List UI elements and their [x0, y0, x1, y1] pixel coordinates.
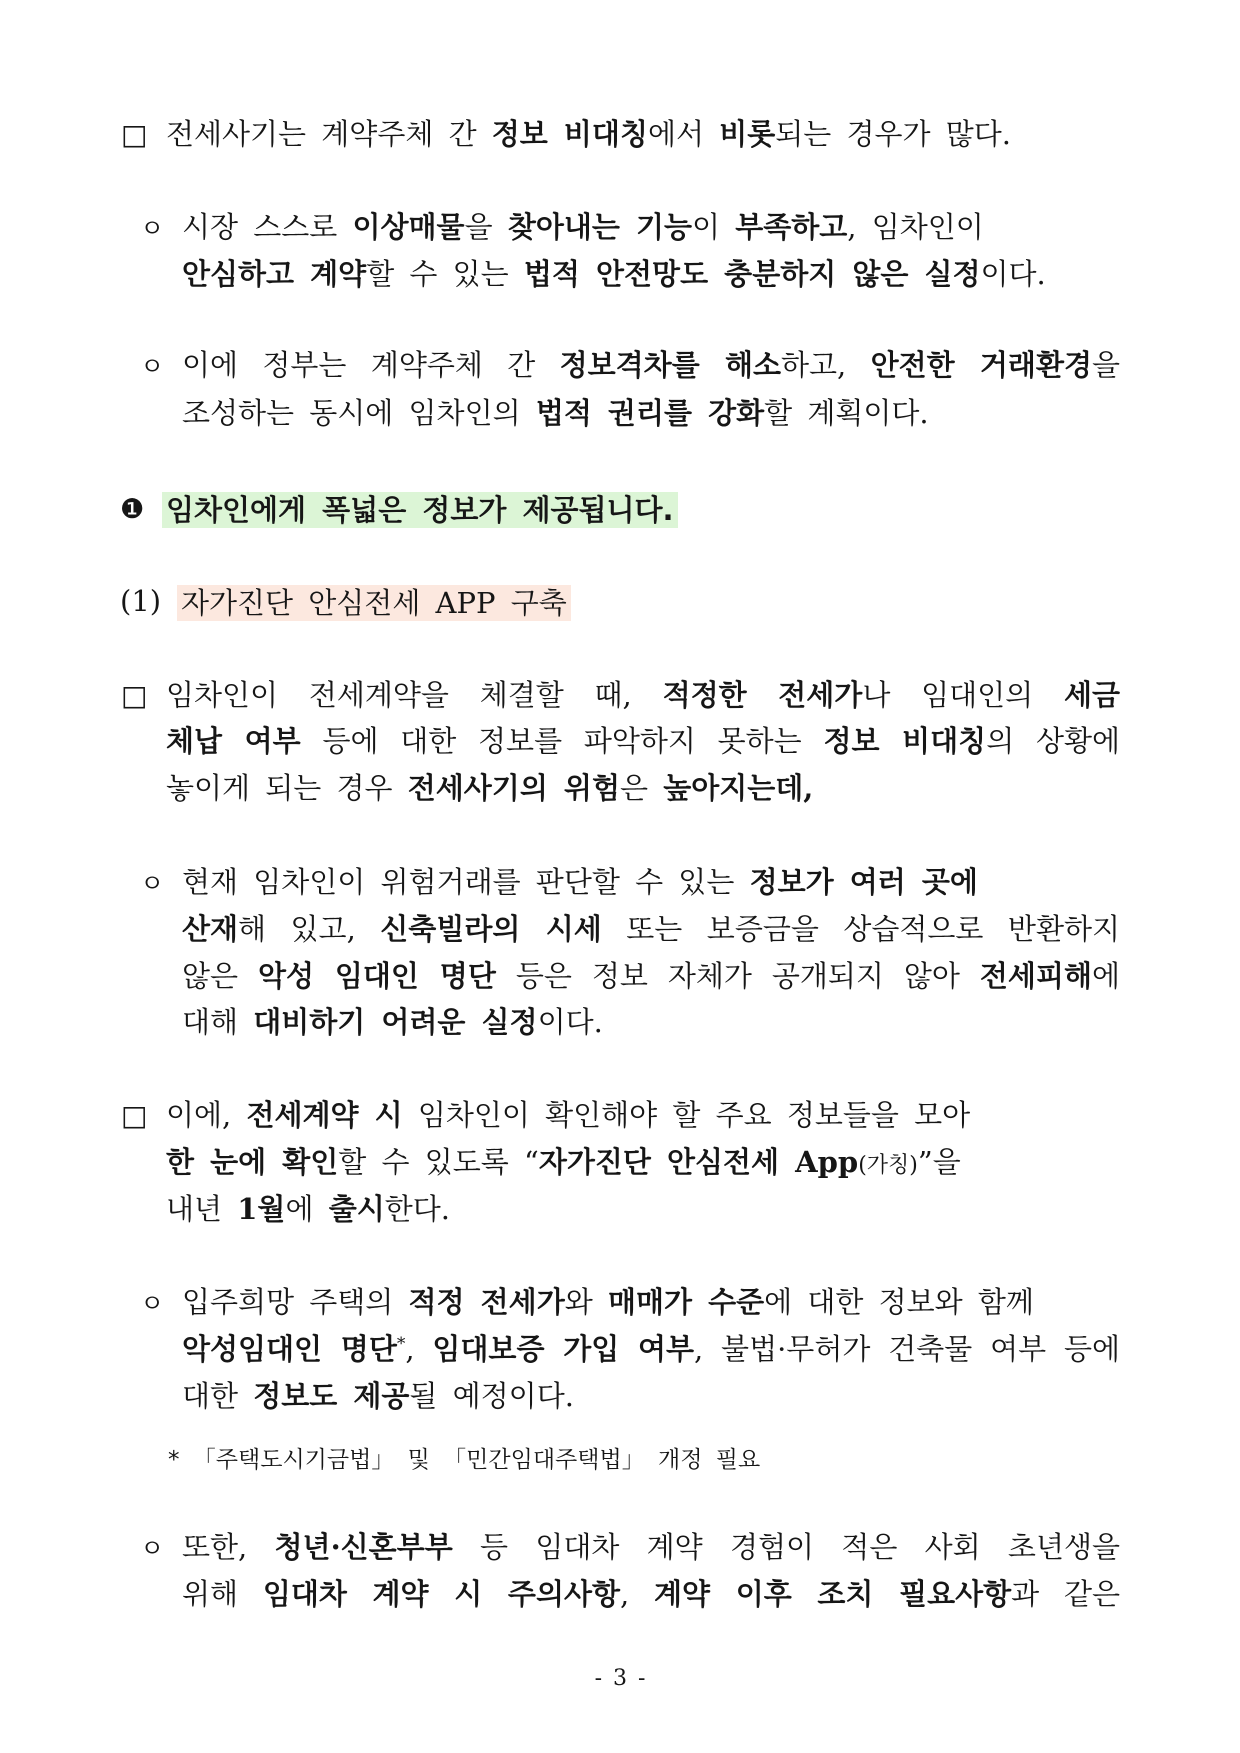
para3a-line3	[182, 1376, 1120, 1416]
text-run: 하고,	[781, 348, 871, 382]
bold-text-run: 신축빌라의 시세	[380, 912, 602, 946]
text-run: 을	[1091, 348, 1120, 382]
bold-text-run: 체납 여부	[166, 724, 301, 758]
bold-text-run: 악성임대인 명단	[182, 1332, 397, 1366]
bold-text-run: 정보격차를 해소	[559, 348, 781, 382]
bold-text-run: 높아지는데,	[663, 771, 814, 805]
bold-text-run: 법적 권리를 강화	[535, 396, 765, 430]
bold-text-run: 전세피해	[979, 959, 1092, 993]
bold-text-run: 이상매물	[352, 210, 465, 244]
text-run: 할 계획이다.	[764, 396, 929, 430]
text-run: 을	[464, 210, 508, 244]
text-run: 할 수 있도록 “	[338, 1145, 539, 1179]
text-run: 등에 대한 정보를 파악하지 못하는	[300, 724, 824, 758]
heading-highlight: 임차인에게 폭넓은 정보가 제공됩니다.	[162, 492, 678, 528]
text-run: 전세사기는 계약주체 간	[166, 117, 492, 151]
bold-text-run: 법적 안전망도 충분하지 않은 실정	[523, 257, 981, 291]
para3b-line2	[182, 1574, 1120, 1614]
text-run: 와	[564, 1285, 608, 1319]
bold-text-run: 임대차 계약 시 주의사항	[262, 1577, 620, 1611]
text-run: 될 예정이다.	[409, 1379, 574, 1413]
text-run: 에 대한 정보와 함께	[764, 1285, 1034, 1319]
text-run: 이다.	[537, 1005, 603, 1039]
bold-text-run: 세금	[1063, 678, 1120, 712]
subsection-heading	[120, 581, 1120, 621]
bold-text-run: 자가진단 안심전세 App	[538, 1145, 859, 1179]
para1a-line2	[182, 254, 1120, 294]
text-run: 과 같은	[1011, 1577, 1120, 1611]
circle-bullet-icon: ㅇ	[140, 1289, 165, 1318]
bold-text-run: 계약 이후 조치 필요사항	[654, 1577, 1012, 1611]
text-run: 등은 정보 자체가 공개되지 않아	[495, 959, 980, 993]
bold-text-run: 대비하기 어려운 실정	[253, 1005, 538, 1039]
bold-text-run: 1월	[237, 1192, 286, 1226]
text-run: 임차인이 확인해야 할 주요 정보들을 모아	[402, 1098, 971, 1132]
text-run: 위해	[182, 1577, 263, 1611]
para3-line3	[166, 1189, 1120, 1229]
bold-text-run: 찾아내는 기능	[507, 210, 692, 244]
bold-text-run: 청년·신혼부부	[274, 1530, 453, 1564]
bold-text-run: 정보도 제공	[253, 1379, 410, 1413]
para1-line1	[121, 114, 1120, 154]
para3-line2	[166, 1142, 1120, 1182]
text-run: 조성하는 동시에 임차인의	[182, 396, 536, 430]
bold-text-run: 부족하고	[735, 210, 848, 244]
text-run: 은	[619, 771, 664, 805]
text-run: 등 임대차 계약 경험이 적은 사회 초년생을	[452, 1530, 1120, 1564]
text-run: 해 있고,	[238, 912, 381, 946]
text-run: 이에,	[166, 1098, 247, 1132]
para1b-line2	[182, 393, 1120, 433]
square-bullet-icon: □	[121, 679, 148, 712]
para1b-line1	[140, 345, 1120, 385]
bold-text-run: 임대보증 가입 여부	[432, 1332, 694, 1366]
page-number: - 3 -	[594, 1666, 646, 1691]
bold-text-run: 전세사기의 위험	[407, 771, 620, 805]
text-run: 임차인이 전세계약을 체결할 때,	[166, 678, 663, 712]
text-run: 내년	[166, 1192, 238, 1226]
text-run: 할 수 있는	[366, 257, 524, 291]
text-run: ,	[405, 1332, 433, 1366]
text-run: 이에 정부는 계약주체 간	[182, 348, 560, 382]
bold-text-run: 적정 전세가	[408, 1285, 565, 1319]
bold-text-run: 전세계약 시	[246, 1098, 403, 1132]
circled-number-one-icon: ❶	[120, 494, 145, 525]
para2-line1	[121, 675, 1120, 715]
para2-line2	[166, 721, 1120, 761]
bold-text-run: 한 눈에 확인	[166, 1145, 339, 1179]
para3-line1	[121, 1095, 1120, 1135]
bold-text-run: 매매가 수준	[607, 1285, 765, 1319]
bold-text-run: 안심하고 계약	[182, 257, 367, 291]
bold-text-run: 비롯	[719, 117, 776, 151]
small-text-run: (가칭)	[858, 1153, 918, 1178]
subheading-highlight: 자가진단 안심전세 APP 구축	[177, 585, 571, 621]
text-run: 또는 보증금을 상습적으로 반환하지	[601, 912, 1120, 946]
text-run: , 임차인이	[847, 210, 984, 244]
para1a-line1	[140, 207, 1120, 247]
section-heading	[120, 488, 1120, 528]
text-run: 시장 스스로	[182, 210, 353, 244]
text-run: 되는 경우가 많다.	[775, 117, 1012, 151]
para2a-line3	[182, 956, 1120, 996]
footnote-marker: *	[396, 1334, 406, 1354]
text-run: 의 상황에	[986, 724, 1121, 758]
circle-bullet-icon: ㅇ	[140, 214, 165, 243]
text-run: 않은	[182, 959, 259, 993]
text-run: 대한	[182, 1379, 254, 1413]
bold-text-run: 안전한 거래환경	[870, 348, 1092, 382]
text-run: ,	[619, 1577, 654, 1611]
para2a-line1	[140, 862, 1120, 902]
para3b-line1	[140, 1527, 1120, 1567]
bold-text-run: 적정한 전세가	[662, 678, 863, 712]
text-run: 대해	[182, 1005, 254, 1039]
para3a-line1	[140, 1282, 1120, 1322]
text-run: 나 임대인의	[862, 678, 1064, 712]
para3a-line2	[182, 1329, 1120, 1369]
square-bullet-icon: □	[121, 1099, 148, 1132]
bold-text-run: 정보 비대칭	[823, 724, 987, 758]
bold-text-run: 악성 임대인 명단	[258, 959, 496, 993]
text-run: 이	[692, 210, 736, 244]
text-run: 놓이게 되는 경우	[166, 771, 408, 805]
circle-bullet-icon: ㅇ	[140, 869, 165, 898]
footnote: * 「주택도시기금법」 및 「민간임대주택법」 개정 필요	[168, 1447, 761, 1473]
text-run: ”을	[917, 1145, 961, 1179]
text-run: 입주희망 주택의	[182, 1285, 409, 1319]
text-run: , 불법·무허가 건축물 여부 등에	[693, 1332, 1120, 1366]
text-run: 이다.	[980, 257, 1046, 291]
text-run: 에서	[647, 117, 720, 151]
text-run: 또한,	[182, 1530, 275, 1564]
para2-line3	[166, 768, 1120, 808]
bold-text-run: 정보 비대칭	[491, 117, 648, 151]
bold-text-run: 정보가 여러 곳에	[749, 865, 978, 899]
para2a-line2	[182, 909, 1120, 949]
square-bullet-icon: □	[121, 118, 148, 151]
text-run: 에	[1091, 959, 1120, 993]
text-run: 한다.	[384, 1192, 450, 1226]
circle-bullet-icon: ㅇ	[140, 352, 165, 381]
bold-text-run: 산재	[182, 912, 239, 946]
para2a-line4	[182, 1002, 1120, 1042]
bold-text-run: 출시	[328, 1192, 385, 1226]
circle-bullet-icon: ㅇ	[140, 1534, 165, 1563]
text-run: 현재 임차인이 위험거래를 판단할 수 있는	[182, 865, 750, 899]
text-run: 에	[285, 1192, 329, 1226]
subsection-number: (1)	[120, 584, 162, 618]
